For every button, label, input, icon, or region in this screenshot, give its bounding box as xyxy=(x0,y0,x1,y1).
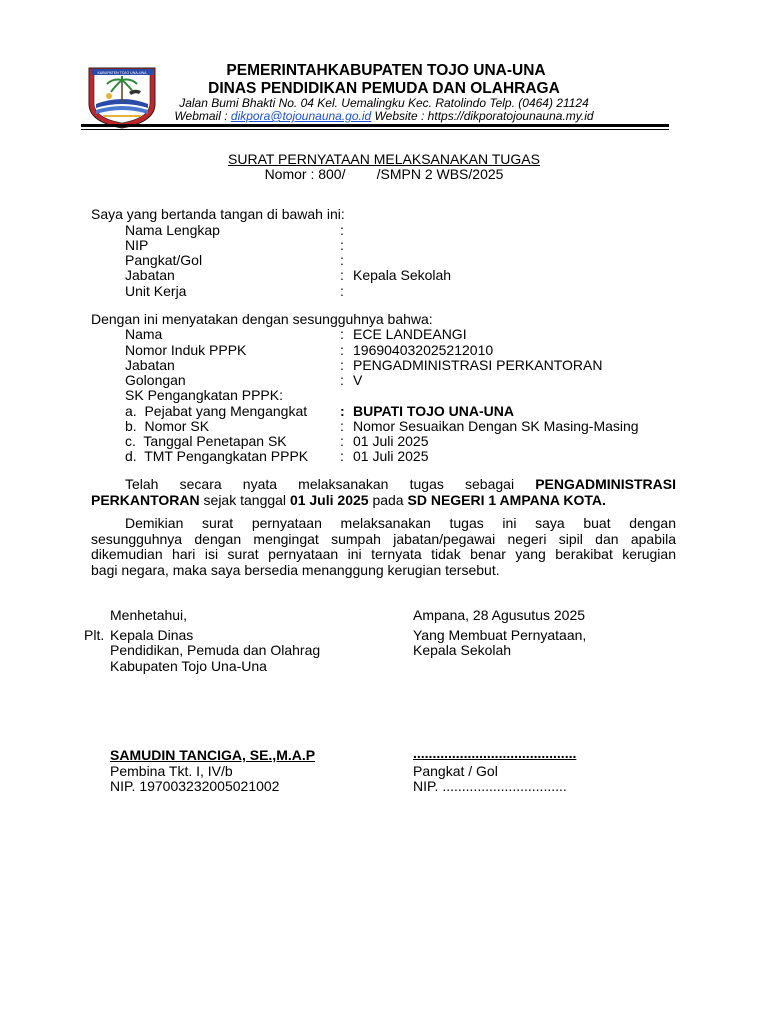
field-colon: : xyxy=(340,448,344,464)
header-address: Jalan Bumi Bhakti No. 04 Kel. Uemalingku Kec. Ratolindo Telp. (0464) 21124 xyxy=(179,96,589,110)
field-colon: : xyxy=(340,357,344,373)
field-label: Nama xyxy=(125,326,163,342)
logo-lettering: KABUPATEN TOJO UNA-UNA xyxy=(97,71,147,75)
header-rule-thin xyxy=(81,129,669,130)
document-title: SURAT PERNYATAAN MELAKSANAKAN TUGAS xyxy=(228,151,540,167)
sk-heading: SK Pengangkatan PPPK: xyxy=(125,387,283,403)
field-value: PENGADMINISTRASI PERKANTORAN xyxy=(353,357,603,373)
field-value: 01 Juli 2025 xyxy=(353,448,429,464)
webmail-link[interactable]: dikpora@tojounauna.go.id xyxy=(230,109,372,123)
field-label: NIP xyxy=(125,237,149,253)
right-role-line: Yang Membuat Pernyataan, xyxy=(413,627,587,643)
field-colon: : xyxy=(340,418,344,434)
field-colon: : xyxy=(340,342,344,358)
right-signatory-name: .......................................... xyxy=(413,745,577,761)
field-colon: : xyxy=(340,252,344,268)
left-role-line: Pendidikan, Pemuda dan Olahrag xyxy=(110,642,321,658)
field-colon: : xyxy=(340,372,344,388)
website-text: Website : https://dikporatojounauna.my.id xyxy=(374,109,594,123)
field-label: a. Pejabat yang Mengangkat xyxy=(125,403,308,419)
webmail-label: Webmail : xyxy=(174,109,228,123)
field-label: Golongan xyxy=(125,372,186,388)
field-value: Nomor Sesuaikan Dengan SK Masing-Masing xyxy=(353,418,639,434)
field-colon: : xyxy=(340,267,344,283)
intro-text: Saya yang bertanda tangan di bawah ini: xyxy=(91,206,345,222)
header-rule-thick xyxy=(81,124,669,127)
header-department: DINAS PENDIDIKAN PEMUDA DAN OLAHRAGA xyxy=(208,80,560,97)
document-number: Nomor : 800/ /SMPN 2 WBS/2025 xyxy=(264,166,504,182)
right-signatory-nip: NIP. ................................ xyxy=(413,778,567,794)
closing-paragraph xyxy=(91,516,676,578)
left-role-line: Kepala Dinas xyxy=(110,627,194,643)
right-role-line: Kepala Sekolah xyxy=(413,642,512,658)
field-label: Pangkat/Gol xyxy=(125,252,203,268)
declaration-intro: Dengan ini menyatakan dengan sesungguhnya bahwa: xyxy=(91,311,433,327)
paragraph-line: bagi negara, maka saya bersedia menanggung kerugian tersebut. xyxy=(91,561,500,578)
paragraph-line: PERKANTORAN sejak tanggal 01 Juli 2025 pada SD NEGERI 1 AMPANA KOTA. xyxy=(91,491,606,508)
field-label: Jabatan xyxy=(125,267,175,283)
right-signatory-rank: Pangkat / Gol xyxy=(413,763,498,779)
paragraph-line: Telah secara nyata melaksanakan tugas sebagai PENGADMINISTRASI xyxy=(125,476,676,492)
left-signatory-rank: Pembina Tkt. I, IV/b xyxy=(110,763,233,779)
place-date: Ampana, 28 Agusutus 2025 xyxy=(413,607,586,623)
field-colon: : xyxy=(340,403,345,419)
field-value: ECE LANDEANGI xyxy=(353,326,467,342)
field-value: Kepala Sekolah xyxy=(353,267,452,283)
field-label: b. Nomor SK xyxy=(125,418,210,434)
field-label: c. Tanggal Penetapan SK xyxy=(125,433,287,449)
acknowledged-label: Menhetahui, xyxy=(110,607,188,623)
field-value: BUPATI TOJO UNA-UNA xyxy=(353,403,514,419)
left-role-line: Kabupaten Tojo Una-Una xyxy=(110,658,267,674)
field-colon: : xyxy=(340,283,344,299)
field-colon: : xyxy=(340,433,344,449)
header-contact xyxy=(0,109,768,123)
field-colon: : xyxy=(340,326,344,342)
left-signatory-nip: NIP. 197003232005021002 xyxy=(110,778,280,794)
paragraph-line: sesungguhnya dengan mengingat sumpah jabatan/pegawai negeri sipil dan apabila xyxy=(91,530,676,547)
paragraph-line: dikemudian hari isi surat pernyataan ini ternyata tidak benar yang berakibat kerugian xyxy=(91,546,676,562)
field-label: Jabatan xyxy=(125,357,175,373)
left-signatory-name: SAMUDIN TANCIGA, SE.,M.A.P xyxy=(110,747,316,763)
plt-label: Plt. xyxy=(84,627,105,643)
field-label: d. TMT Pengangkatan PPPK xyxy=(125,448,309,464)
statement-paragraph xyxy=(91,477,676,508)
field-value: 196904032025212010 xyxy=(353,342,494,358)
field-label: Nama Lengkap xyxy=(125,222,220,238)
field-label: Nomor Induk PPPK xyxy=(125,342,247,358)
header-government: PEMERINTAHKABUPATEN TOJO UNA-UNA xyxy=(226,62,546,79)
field-label: Unit Kerja xyxy=(125,283,187,299)
paragraph-line: Demikian surat pernyataan melaksanakan tugas ini saya buat dengan xyxy=(125,515,676,531)
field-colon: : xyxy=(340,222,344,238)
field-colon: : xyxy=(340,237,344,253)
field-value: 01 Juli 2025 xyxy=(353,433,429,449)
field-value: V xyxy=(353,372,363,388)
